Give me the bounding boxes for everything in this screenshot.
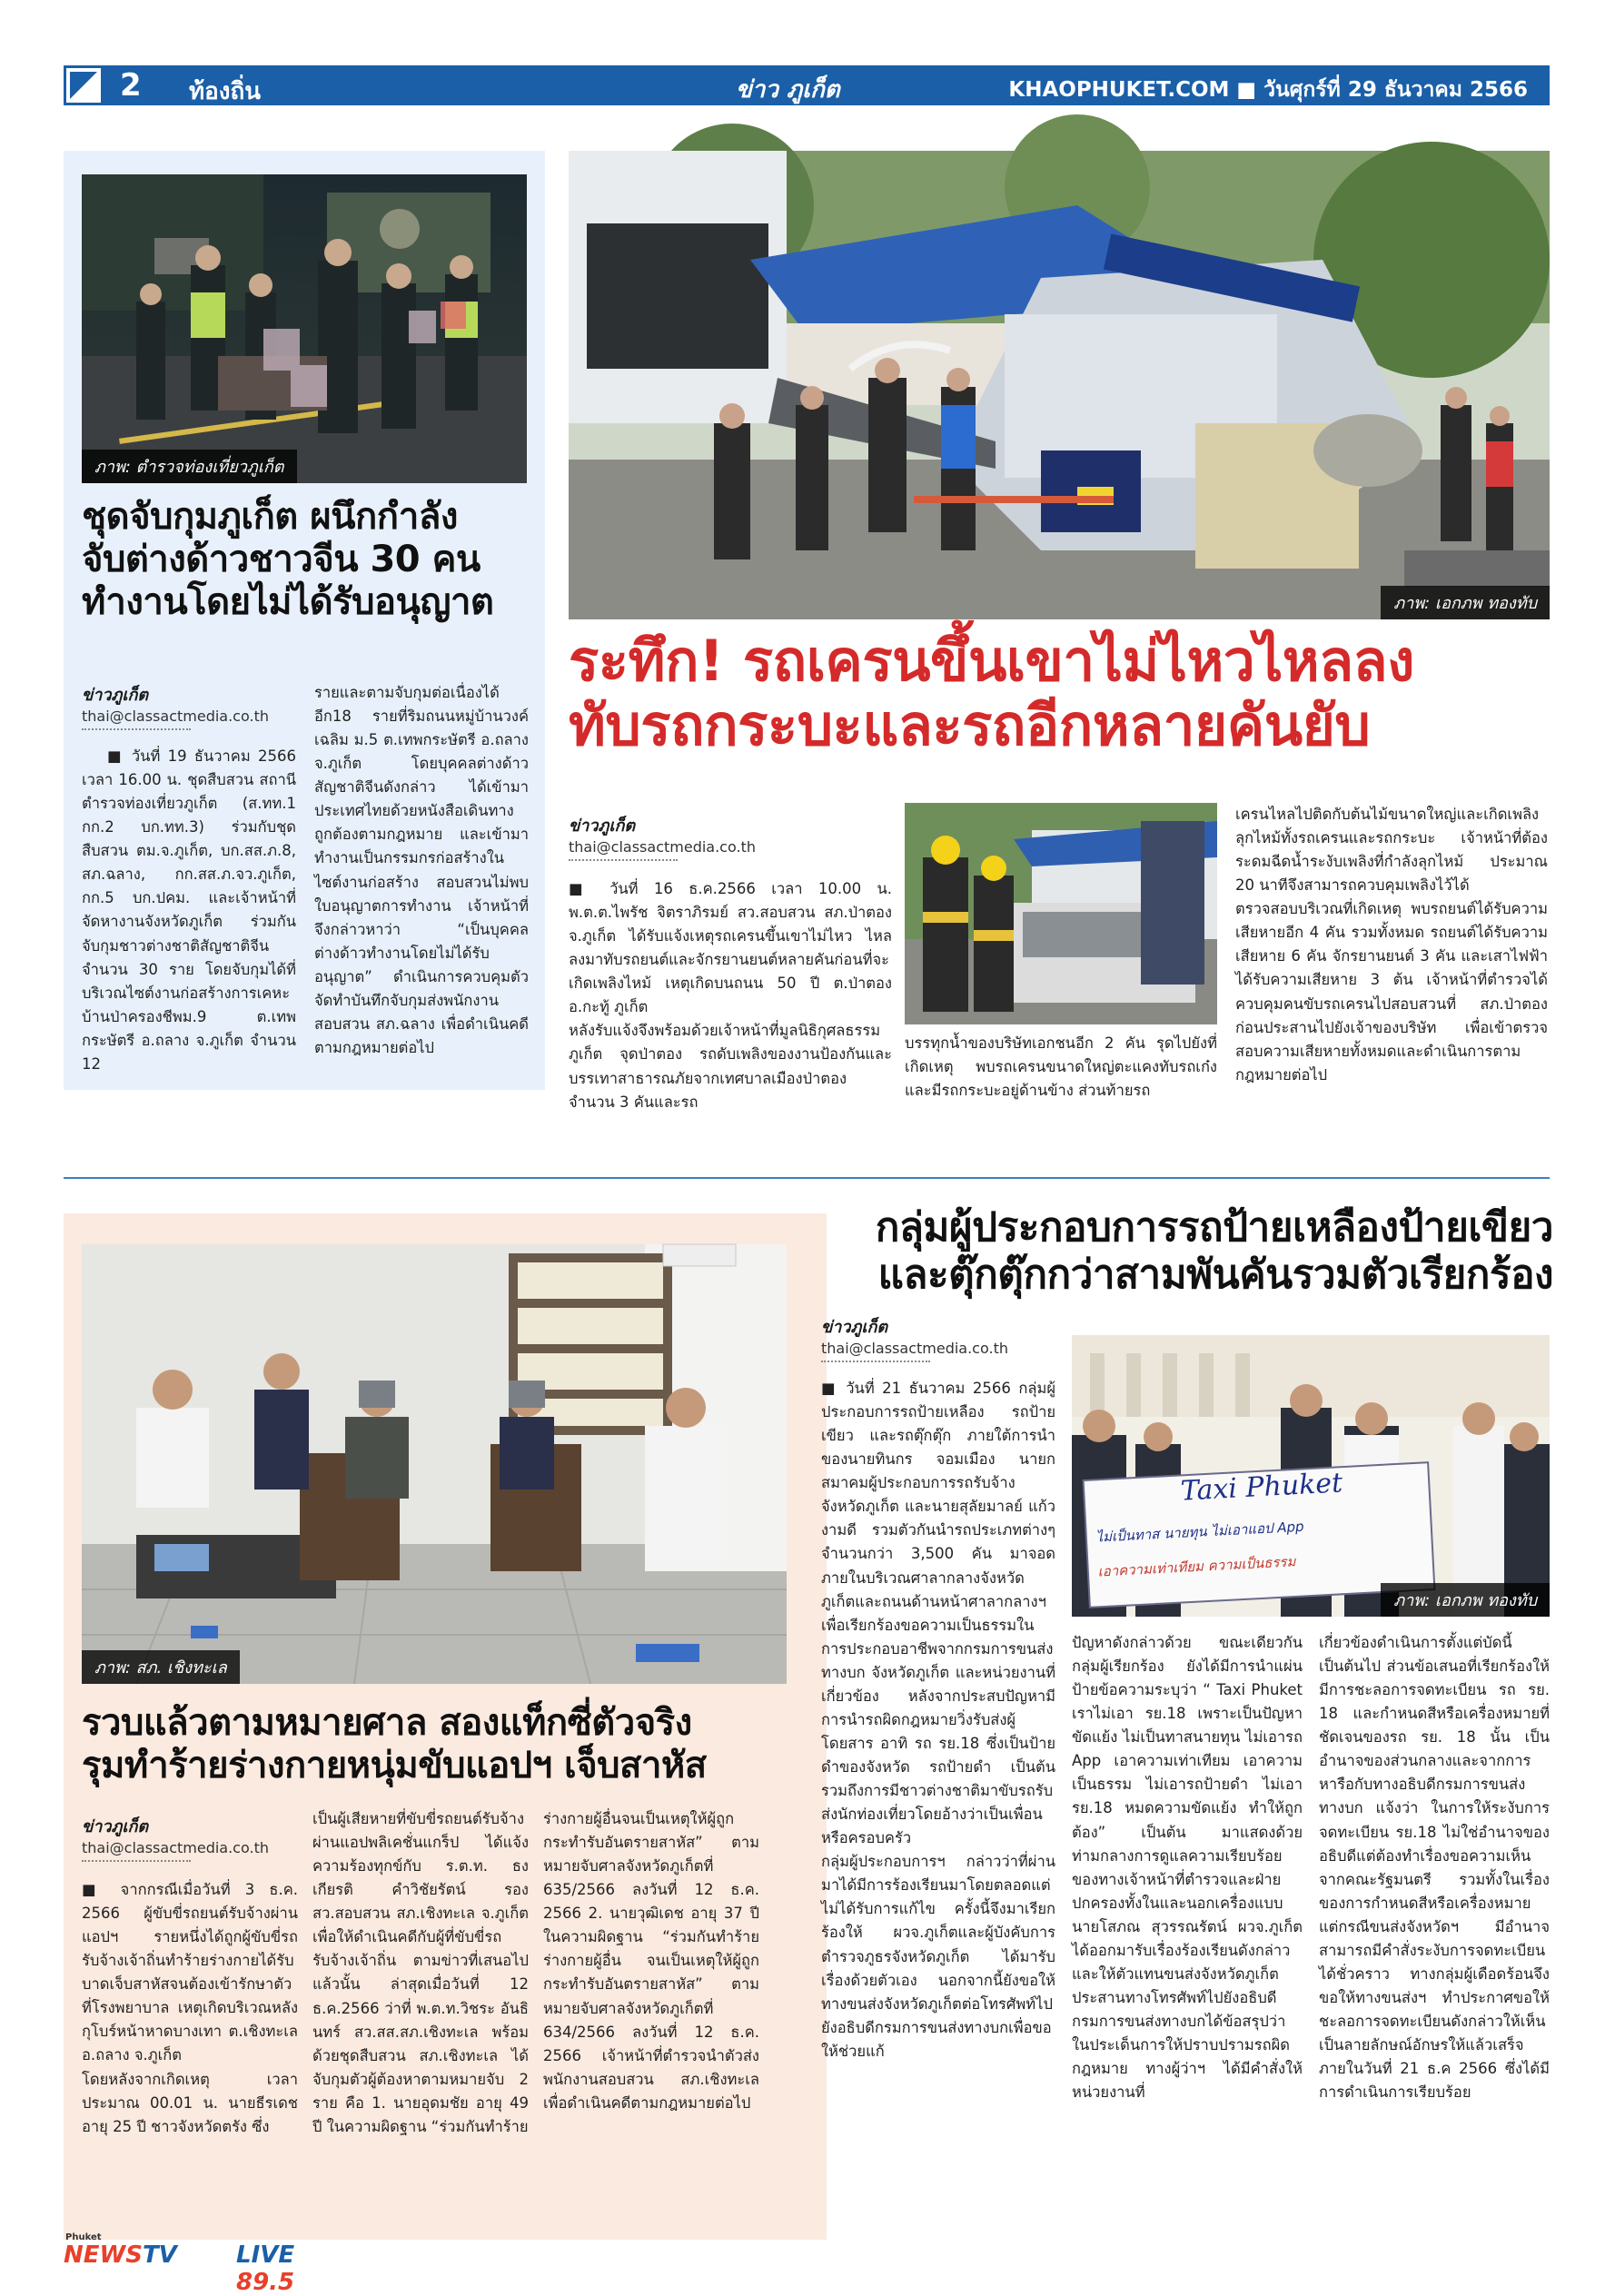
story2-email[interactable]: thai@classactmedia.co.th (569, 838, 756, 856)
story2-byline (569, 812, 756, 861)
story3-column-1: ■ จากกรณีเมื่อวันที่ 3 ธ.ค. 2566 ผู้ขับขี่รถยนต์รับจ้างผ่านแอปฯ รายหนึ่งได้ถูกผู้ขับขี่รถรับจ้างเจ้าถิ่นทำร้ายร่างกายได้รับบาดเจ็บสาหัสจนต้องเข้ารักษาตัวที่โรงพยาบาล เหตุเกิดบริเวณหลังกุโบร์หน้าหาดบางเทา ต.เชิงทะเล อ.ถลาง จ.ภูเก็ต โดยหลังจากเกิดเหตุ เวลาประมาณ 00.01 น. นายธีรเดช อายุ 25 ปี ชาวจังหวัดตรัง ซึ่ง (82, 1881, 298, 2135)
story3-column-2: เป็นผู้เสียหายที่ขับขี่รถยนต์รับจ้างผ่านแอปพลิเคชั่นแกร็ป ได้แจ้งความร้องทุกข์กับ ร.ต.ท. ธงเกียรติ คำวิชัยรัตน์ รอง สว.สอบสวน สภ.เชิงทะเล จ.ภูเก็ต เพื่อให้ดำเนินคดีกับผู้ที่ขับขี่รถรับจ้างเจ้าถิ่น ตามข่าวที่เสนอไปแล้วนั้น ล่าสุดเมื่อวันที่ 12 ธ.ค.2566 ว่าที่ พ.ต.ท.วิชระ อันธิ นทร์ สว.สส.สภ.เชิงทะเล พร้อมด้วยชุดสืบสวน สภ.เชิงทะเล ได้จับกุมตัวผู้ต้องหาตามหมายจับ 2 ราย คือ 1. นายอุดมชัย อายุ 49 ปี ในความผิดฐาน “ร่วมกันทำร้าย (312, 1810, 529, 2135)
story2-column-1: ■ วันที่ 16 ธ.ค.2566 เวลา 10.00 น. พ.ต.ต.ไพรัช จิตราภิรมย์ สว.สอบสวน สภ.ป่าตอง จ.ภูเก็ต ได้รับแจ้งเหตุรถเครนขึ้นเขาไม่ไหว ไหลลงมาทับรถยนต์และจักรยานยนต์หลายคันก่อนที่จะเกิดเพลิงไหม้ เหตุเกิดบนถนน 50 ปี ต.ป่าตอง อ.กะทู้ ภูเก็ต หลังรับแจ้งจึงพร้อมด้วยเจ้าหน้าที่มูลนิธิกุศลธรรมภูเก็ต จุดป่าตอง รถดับเพลิงของงานป้องกันและบรรเทาสาธารณภัยจากเทศบาลเมืองป่าตองจำนวน 3 คันและรถ (569, 880, 892, 1111)
story1-column-2: รายและตามจับกุมต่อเนื่องได้อีก18 รายที่ริมถนนหมู่บ้านวงค์เฉลิม ม.5 ต.เทพกระษัตรี อ.ถลาง จ.ภูเก็ต โดยบุคคลต่างด้าวสัญชาติจีนดังกล่าว ได้เข้ามาประเทศไทยด้วยหนังสือเดินทางถูกต้องตามกฎหมาย และเข้ามาทำงานเป็นกรรมกรก่อสร้างในไซต์งานก่อสร้าง สอบสวนไม่พบใบอนุญาตการทำงาน เจ้าหน้าที่จึงกล่าวหาว่า “เป็นบุคคลต่างด้าวทำงานโดยไม่ได้รับอนุญาต” ดำเนินการควบคุมตัวจัดทำบันทึกจับกุมส่งพนักงานสอบสวน สภ.ฉลาง เพื่อดำเนินคดีตามกฎหมายต่อไป (314, 684, 529, 1056)
crane-accident-scene-image (569, 151, 1550, 619)
story4-headline (817, 1204, 1553, 1299)
story3-column-3: ร่างกายผู้อื่นจนเป็นเหตุให้ผู้ถูกกระทำรับอันตรายสาหัส” ตามหมายจับศาลจังหวัดภูเก็ตที่ 635/2566 ลงวันที่ 12 ธ.ค. 2566 2. นายวุฒิเดช อายุ 37 ปี ในความผิดฐาน “ร่วมกันทำร้ายร่างกายผู้อื่น จนเป็นเหตุให้ผู้ถูกกระทำรับอันตรายสาหัส” ตามหมายจับศาลจังหวัดภูเก็ตที่ 634/2566 ลงวันที่ 12 ธ.ค. 2566 เจ้าหน้าที่ตำรวจนำตัวส่งพนักงานสอบสวน สภ.เชิงทะเล เพื่อดำเนินคดีตามกฎหมายต่อไป (543, 1810, 759, 2112)
story4-byline (821, 1313, 1008, 1362)
story1-headline-line: จับต่างด้าวชาวจีน 30 คน (82, 539, 481, 581)
story2-column-3: เครนไหลไปติดกับต้นไม้ขนาดใหญ่และเกิดเพลิงลุกไหม้ทั้งรถเครนและรถกระบะ เจ้าหน้าที่ต้องระดมฉีดน้ำระงับเพลิงที่กำลังลุกไหม้ ประมาณ 20 นาทีจึงสามารถควบคุมเพลิงไว้ได้ ตรวจสอบบริเวณที่เกิดเหตุ พบรถยนต์ได้รับความเสียหายอีก 4 คัน รวมทั้งหมด รถยนต์ได้รับความเสียหาย 6 คัน จักรยานยนต์ 3 คัน และเสาไฟฟ้าได้รับความเสียหาย 3 ต้น เจ้าหน้าที่ตำรวจได้ควบคุมคนขับรถเครนไปสอบสวนที่ สภ.ป่าตอง ก่อนประสานไปยังเจ้าของบริษัท เพื่อเข้าตรวจสอบความเสียหายทั้งหมดและดำเนินการตามกฎหมายต่อไป (1235, 806, 1548, 1084)
story1-email[interactable]: thai@classactmedia.co.th (82, 708, 269, 725)
story2-headline-line: ทับรถกระบะและรถอีกหลายคันยับ (569, 692, 1371, 759)
story1-headline (82, 496, 536, 625)
story4-headline-line: กลุ่มผู้ประกอบการรถป้ายเหลืองป้ายเขียว (875, 1204, 1553, 1251)
story4-headline-line: และตุ๊กตุ๊กกว่าสามพันคันรวมตัวเรียกร้อง (877, 1251, 1553, 1298)
byline-divider (569, 859, 678, 861)
logo-tv-text: TV (142, 2242, 177, 2269)
story3-photo (82, 1244, 787, 1684)
story3-headline (82, 1702, 827, 1787)
story2-headline-line: ระทึก! รถเครนขึ้นเขาไม่ไหวไหลลง (569, 628, 1414, 694)
story2-photo-caption: ภาพ: เอกภพ ทองทับ (1381, 586, 1550, 619)
story4-column-2: ปัญหาดังกล่าวด้วย ขณะเดียวกันกลุ่มผู้เรียกร้อง ยังได้มีการนำแผ่นป้ายข้อความระบุว่า “ Taxi Phuket เราไม่เอา รย.18 เพราะเป็นปัญหาขัดแย้ง ไม่เป็นทาสนายทุน ไม่เอารถ App เอาความเท่าเทียม เอาความเป็นธรรม ไม่เอารถป้ายดำ ไม่เอา รย.18 หมดความขัดแย้ง ทำให้ถูกต้อง” เป็นต้น มาแสดงด้วย ท่ามกลางการดูแลความเรียบร้อยของทางเจ้าหน้าที่ตำรวจและฝ่ายปกครองทั้งในและนอกเครื่องแบบ นายโสภณ สุวรรณรัตน์ ผวจ.ภูเก็ต ได้ออกมารับเรื่องร้องเรียนดังกล่าว และให้ตัวแทนขนส่งจังหวัดภูเก็ตประสานทางโทรศัพท์ไปยังอธิบดีกรมการขนส่งทางบกได้ข้อสรุปว่า ในประเด็นการให้ปราบปรามรถผิดกฎหมาย ทางผู้ว่าฯ ได้มีคำสั่งให้หน่วยงานที่ (1072, 1634, 1303, 2102)
story1-headline-line: ทำงานโดยไม่ได้รับอนุญาต (82, 581, 494, 624)
story1-source: ข่าวภูเก็ต (82, 686, 149, 705)
section-divider (64, 1177, 1550, 1179)
logo-news-text: NEWS (64, 2242, 143, 2269)
story1-headline-line: ชุดจับกุมภูเก็ต ผนึกกำลัง (82, 496, 458, 538)
logo-live-text: LIVE (236, 2242, 295, 2269)
story2-column-2: บรรทุกน้ำของบริษัทเอกชนอีก 2 คัน รุดไปยังที่เกิดเหตุ พบรถเครนขนาดใหญ่ตะแคงทับรถเก๋งและมีรถกระบะอยู่ด้านข้าง ส่วนท้ายรถ (905, 1034, 1217, 1100)
page-number: 2 (120, 67, 142, 104)
story3-headline-line: รวบแล้วตามหมายศาล สองแท็กซี่ตัวจริง (82, 1702, 692, 1744)
story3-email[interactable]: thai@classactmedia.co.th (82, 1839, 269, 1856)
story3-headline-line: รุมทำร้ายร่างกายหนุ่มขับแอปฯ เจ็บสาหัส (82, 1745, 707, 1787)
story4-photo (1072, 1335, 1550, 1617)
byline-divider (821, 1361, 930, 1362)
site-and-date: KHAOPHUKET.COM ■ วันศุกร์ที่ 29 ธันวาคม 2566 (1008, 78, 1528, 102)
banner-line: Taxi Phuket (1179, 1467, 1343, 1508)
story3-photo-caption: ภาพ: สภ. เชิงทะเล (82, 1650, 240, 1684)
story1-column-1: ■ วันที่ 19 ธันวาคม 2566 เวลา 16.00 น. ชุดสืบสวน สถานีตำรวจท่องเที่ยวภูเก็ต (ส.ทท.1 กก.2 บก.ทท.3) ร่วมกับชุดสืบสวน ตม.จ.ภูเก็ต, บก.สส.ภ.8, สภ.ฉลาง, กก.สส.ภ.จว.ภูเก็ต, กก.5 บก.ปคม. และเจ้าหน้าที่จัดหางานจังหวัดภูเก็ต ร่วมกันจับกุมชาวต่างชาติสัญชาติจีน จำนวน 30 ราย โดยจับกุมได้ที่บริเวณไซต์งานก่อสร้างการเคหะบ้านป่าครองชีพม.9 ต.เทพกระษัตรี อ.ถลาง จ.ภูเก็ต จำนวน 12 (82, 747, 296, 1073)
logo-small-text: Phuket (65, 2232, 102, 2242)
story1-photo-caption: ภาพ: ตำรวจท่องเที่ยวภูเก็ต (82, 450, 297, 483)
story3-source: ข่าวภูเก็ต (82, 1817, 149, 1836)
banner-line: ไม่เป็นทาส นายทุน ไม่เอาแอป App (1095, 1518, 1304, 1546)
story2-photo (569, 151, 1550, 619)
story1-byline (82, 681, 269, 730)
byline-divider (82, 728, 191, 730)
story4-photo-caption: ภาพ: เอกภพ ทองทับ (1381, 1583, 1550, 1617)
phuket-news-tv-logo[interactable] (64, 2232, 177, 2269)
live-radio-logo[interactable] (236, 2242, 294, 2296)
police-station-suspects-image (82, 1244, 787, 1684)
protest-banner (1093, 1462, 1433, 1582)
byline-divider (82, 1860, 191, 1862)
page-header (64, 65, 1550, 105)
page-corner-icon (64, 65, 104, 105)
story2-inset-photo (905, 803, 1217, 1024)
section-title: ท้องถิ่น (189, 78, 261, 105)
masthead-logo: ข่าว ภูเก็ต (736, 76, 840, 104)
firefighters-wrecked-car-image (905, 803, 1217, 1024)
story4-column-1: ■ วันที่ 21 ธันวาคม 2566 กลุ่มผู้ประกอบการรถป้ายเหลือง รถป้ายเขียว และรถตุ๊กตุ๊ก ภายใต้การนำของนายทินกร จอมเมือง นายกสมาคมผู้ประกอบการรถรับจ้างจังหวัดภูเก็ต และนายสุลัยมาลย์ แก้วงามดี รวมตัวกันนำรถประเภทต่างๆ จำนวนกว่า 3,500 คัน มาจอดภายในบริเวณศาลากลางจังหวัดภูเก็ตและถนนด้านหน้าศาลากลางฯ เพื่อเรียกร้องขอความเป็นธรรมในการประกอบอาชีพจากกรมการขนส่งทางบก จังหวัดภูเก็ต และหน่วยงานที่เกี่ยวข้อง หลังจากประสบปัญหามีการนำรถผิดกฎหมายวิ่งรับส่งผู้โดยสาร อาทิ รถ รย.18 ซึ่งเป็นป้ายดำของจังหวัด รถป้ายดำ เป็นต้น รวมถึงการมีชาวต่างชาติมาขับรถรับส่งนักท่องเที่ยวโดยอ้างว่าเป็นเพื่อนหรือครอบครัว กลุ่มผู้ประกอบการฯ กล่าวว่าที่ผ่านมาได้มีการร้องเรียนมาโดยตลอดแต่ไม่ได้รับการแก้ไข ครั้งนี้จึงมาเรียกร้องให้ ผวจ.ภูเก็ตและผู้บังคับการตำรวจภูธรจังหวัดภูเก็ต ได้มารับเรื่องด้วยตัวเอง นอกจากนี้ยังขอให้ทางขนส่งจังหวัดภูเก็ตต่อโทรศัพท์ไปยังอธิบดีกรมการขนส่งทางบกเพื่อขอให้ช่วยแก้ (821, 1380, 1055, 2060)
story2-headline (569, 628, 1559, 758)
story4-source: ข่าวภูเก็ต (821, 1318, 888, 1337)
story4-column-3: เกี่ยวข้องดำเนินการตั้งแต่บัดนี้เป็นต้นไป ส่วนข้อเสนอที่เรียกร้องให้มีการชะลอการจดทะเบียน รถ รย. 18 และกำหนดสีหรือเครื่องหมายที่ชัดเจนของรถ รย. 18 นั้น เป็นอำนาจของส่วนกลางและจากการหารือกับทางอธิบดีกรมการขนส่งทางบก แจ้งว่า ในการให้ระงับการจดทะเบียน รย.18 ไม่ใช่อำนาจของอธิบดีแต่ต้องทำเรื่องขอความเห็นจากคณะรัฐมนตรี รวมทั้งในเรื่องของการกำหนดสีหรือเครื่องหมาย แต่กรณีขนส่งจังหวัดฯ มีอำนาจสามารถมีคำสั่งระงับการจดทะเบียนได้ชั่วคราว ทางกลุ่มผู้เดือดร้อนจึงขอให้ทางขนส่งฯ ทำประกาศขอให้ชะลอการจดทะเบียนดังกล่าวให้เห็นเป็นลายลักษณ์อักษรให้แล้วเสร็จภายในวันที่ 21 ธ.ค 2566 ซึ่งได้มีการดำเนินการเรียบร้อย (1319, 1634, 1550, 2102)
story3-byline (82, 1813, 269, 1862)
story4-email[interactable]: thai@classactmedia.co.th (821, 1340, 1008, 1357)
story2-source: ข่าวภูเก็ต (569, 816, 636, 836)
logo-frequency-text: 89.5 (236, 2269, 295, 2296)
night-arrest-scene-image (82, 174, 527, 483)
banner-line: เอาความเท่าเทียม ความเป็นธรรม (1097, 1553, 1296, 1580)
story1-photo (82, 174, 527, 483)
